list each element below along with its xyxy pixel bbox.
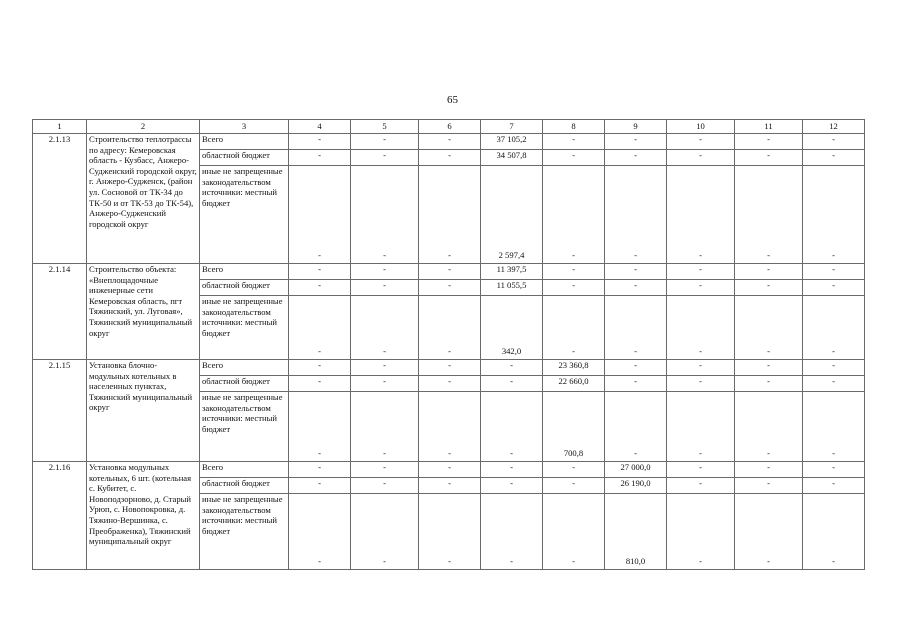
header-cell: 7 (481, 120, 543, 134)
value-cell: - (351, 166, 419, 264)
value-cell: - (289, 296, 351, 360)
value-cell: - (419, 462, 481, 478)
funding-source: областной бюджет (200, 478, 289, 494)
value-cell: 2 597,4 (481, 166, 543, 264)
value-cell: - (419, 134, 481, 150)
value-cell: - (481, 462, 543, 478)
value-cell: - (605, 296, 667, 360)
value-cell: - (667, 494, 735, 570)
header-cell: 3 (200, 120, 289, 134)
table-header-row (33, 120, 865, 134)
value-cell: - (803, 360, 865, 376)
value-cell: - (543, 166, 605, 264)
funding-source: Всего (200, 134, 289, 150)
value-cell: - (481, 360, 543, 376)
header-cell: 1 (33, 120, 87, 134)
value-cell: - (481, 494, 543, 570)
funding-source: иные не запрещенные законодательством источники: местный бюджет (200, 296, 289, 360)
value-cell: - (289, 264, 351, 280)
funding-source: иные не запрещенные законодательством источники: местный бюджет (200, 166, 289, 264)
value-cell: - (289, 462, 351, 478)
table-row (33, 462, 865, 478)
value-cell: - (667, 166, 735, 264)
value-cell: - (419, 280, 481, 296)
value-cell: - (667, 264, 735, 280)
value-cell: - (605, 280, 667, 296)
header-cell: 9 (605, 120, 667, 134)
value-cell: - (419, 360, 481, 376)
value-cell: - (803, 392, 865, 462)
value-cell: - (543, 264, 605, 280)
funding-source: иные не запрещенные законодательством источники: местный бюджет (200, 392, 289, 462)
value-cell: - (735, 376, 803, 392)
value-cell: - (735, 150, 803, 166)
header-cell: 5 (351, 120, 419, 134)
item-name: Установка блочно-модульных котельных в населенных пунктах, Тяжинский муниципальный округ (87, 360, 200, 462)
table-row (33, 134, 865, 150)
value-cell: - (803, 494, 865, 570)
value-cell: 11 397,5 (481, 264, 543, 280)
value-cell: 27 000,0 (605, 462, 667, 478)
value-cell: - (803, 376, 865, 392)
value-cell: - (419, 478, 481, 494)
value-cell: - (605, 134, 667, 150)
value-cell: - (351, 376, 419, 392)
funding-source: Всего (200, 462, 289, 478)
value-cell: - (735, 392, 803, 462)
value-cell: - (351, 494, 419, 570)
value-cell: - (667, 296, 735, 360)
value-cell: - (803, 296, 865, 360)
funding-source: Всего (200, 360, 289, 376)
value-cell: - (605, 376, 667, 392)
value-cell: - (481, 478, 543, 494)
item-name: Строительство объекта: «Внеплощадочные инженерные сети Кемеровская область, пгт Тяжинский, ул. Луговая», Тяжинский муниципальный округ (87, 264, 200, 360)
value-cell: - (735, 296, 803, 360)
value-cell: - (289, 280, 351, 296)
value-cell: - (289, 376, 351, 392)
value-cell: 342,0 (481, 296, 543, 360)
value-cell: - (735, 462, 803, 478)
funding-source: иные не запрещенные законодательством источники: местный бюджет (200, 494, 289, 570)
item-code: 2.1.16 (33, 462, 87, 570)
table-row (33, 360, 865, 376)
value-cell: - (289, 478, 351, 494)
value-cell: - (419, 392, 481, 462)
value-cell: - (605, 166, 667, 264)
header-cell: 2 (87, 120, 200, 134)
value-cell: - (803, 150, 865, 166)
value-cell: - (667, 478, 735, 494)
value-cell: - (735, 360, 803, 376)
value-cell: - (543, 280, 605, 296)
value-cell: - (803, 166, 865, 264)
budget-table (32, 119, 865, 570)
value-cell: - (289, 134, 351, 150)
value-cell: - (667, 392, 735, 462)
value-cell: - (735, 264, 803, 280)
value-cell: 22 660,0 (543, 376, 605, 392)
item-code: 2.1.13 (33, 134, 87, 264)
value-cell: 37 105,2 (481, 134, 543, 150)
value-cell: - (803, 462, 865, 478)
value-cell: - (289, 360, 351, 376)
value-cell: - (803, 134, 865, 150)
value-cell: - (543, 134, 605, 150)
value-cell: - (667, 360, 735, 376)
item-name: Установка модульных котельных, 6 шт. (котельная с. Кубитет, с. Новоподзорново, д. Старый Урюп, с. Новопокровка, д. Тяжино-Вершинка, с. Преображенка), Тяжинский муниципальный округ (87, 462, 200, 570)
value-cell: 26 190,0 (605, 478, 667, 494)
value-cell: - (419, 264, 481, 280)
value-cell: - (289, 150, 351, 166)
value-cell: - (419, 376, 481, 392)
value-cell: - (543, 494, 605, 570)
header-cell: 11 (735, 120, 803, 134)
value-cell: - (481, 392, 543, 462)
header-cell: 10 (667, 120, 735, 134)
value-cell: - (803, 478, 865, 494)
value-cell: - (543, 150, 605, 166)
page-number: 65 (447, 94, 458, 106)
item-code: 2.1.15 (33, 360, 87, 462)
value-cell: - (803, 264, 865, 280)
value-cell: - (351, 280, 419, 296)
value-cell: - (605, 150, 667, 166)
value-cell: - (803, 280, 865, 296)
value-cell: - (605, 264, 667, 280)
value-cell: - (735, 280, 803, 296)
value-cell: - (419, 166, 481, 264)
value-cell: - (735, 166, 803, 264)
funding-source: областной бюджет (200, 376, 289, 392)
value-cell: - (735, 478, 803, 494)
value-cell: - (735, 134, 803, 150)
value-cell: - (289, 166, 351, 264)
value-cell: 11 055,5 (481, 280, 543, 296)
value-cell: - (543, 462, 605, 478)
value-cell: - (667, 376, 735, 392)
value-cell: - (351, 296, 419, 360)
value-cell: - (351, 462, 419, 478)
value-cell: 23 360,8 (543, 360, 605, 376)
value-cell: - (481, 376, 543, 392)
value-cell: - (351, 264, 419, 280)
item-name: Строительство теплотрассы по адресу: Кемеровская область - Кузбасс, Анжеро-Судженский городской округ, г. Анжеро-Судженск, (район ул. Сосновой от ТК-34 до ТК-50 и от ТК-53 до ТК-54), Анжеро-Судженский городской округ (87, 134, 200, 264)
value-cell: - (667, 280, 735, 296)
item-code: 2.1.14 (33, 264, 87, 360)
value-cell: - (351, 360, 419, 376)
value-cell: - (667, 134, 735, 150)
header-cell: 12 (803, 120, 865, 134)
value-cell: - (289, 392, 351, 462)
funding-source: Всего (200, 264, 289, 280)
funding-source: областной бюджет (200, 280, 289, 296)
value-cell: - (605, 392, 667, 462)
header-cell: 8 (543, 120, 605, 134)
value-cell: - (543, 478, 605, 494)
value-cell: - (667, 462, 735, 478)
value-cell: - (351, 150, 419, 166)
value-cell: 34 507,8 (481, 150, 543, 166)
value-cell: - (419, 296, 481, 360)
value-cell: 700,8 (543, 392, 605, 462)
header-cell: 6 (419, 120, 481, 134)
value-cell: - (667, 150, 735, 166)
value-cell: - (735, 494, 803, 570)
table-row (33, 264, 865, 280)
value-cell: - (605, 360, 667, 376)
value-cell: - (351, 478, 419, 494)
value-cell: - (543, 296, 605, 360)
value-cell: - (289, 494, 351, 570)
funding-source: областной бюджет (200, 150, 289, 166)
header-cell: 4 (289, 120, 351, 134)
value-cell: - (351, 392, 419, 462)
value-cell: - (419, 150, 481, 166)
value-cell: - (351, 134, 419, 150)
value-cell: 810,0 (605, 494, 667, 570)
value-cell: - (419, 494, 481, 570)
